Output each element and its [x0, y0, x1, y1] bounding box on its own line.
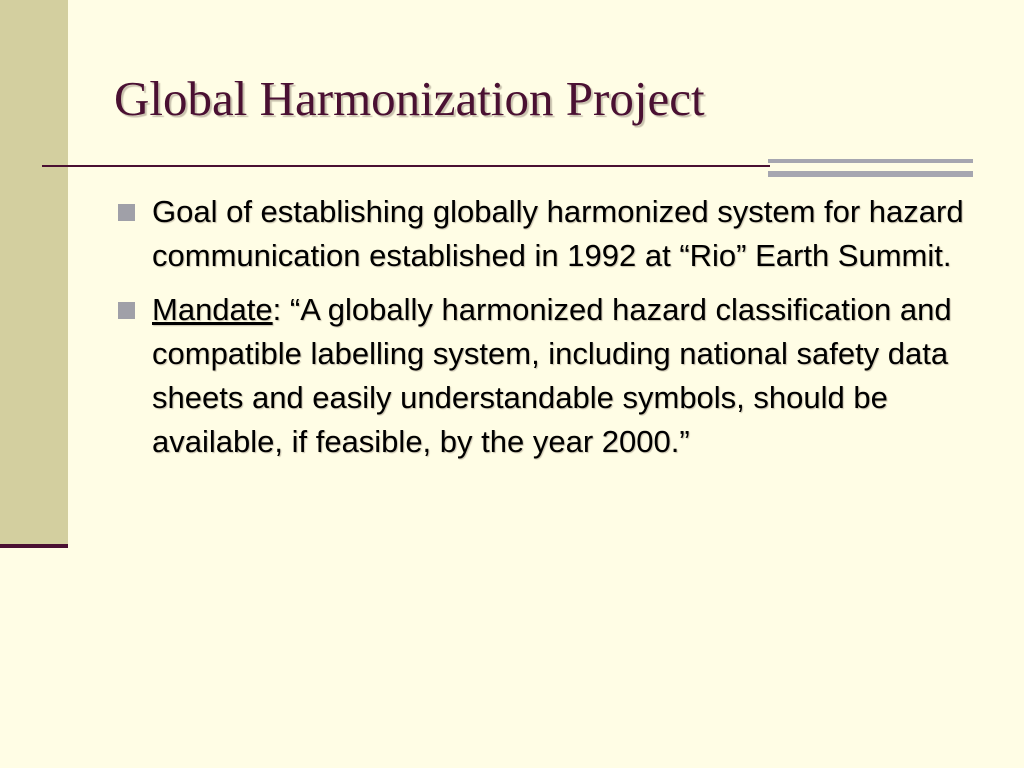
side-band [0, 0, 68, 544]
bullet-text: Goal of establishing globally harmonized system for hazard communication established in 1992 at “Rio” Earth Summit. [152, 194, 964, 273]
accent-bar-top [768, 159, 973, 163]
bullet-list [116, 190, 986, 474]
bullet-item-mandate [116, 288, 986, 464]
bullet-text: : “A globally harmonized hazard classification and compatible labelling system, including national safety data sheets and easily understandable symbols, should be available, if feasible, by the year 2000.” [152, 292, 952, 459]
slide-title: Global Harmonization Project [114, 71, 705, 126]
square-bullet-icon [118, 302, 135, 319]
bullet-item-goal [116, 190, 986, 278]
square-bullet-icon [118, 204, 135, 221]
accent-bar-bottom [768, 171, 973, 177]
title-divider [42, 165, 770, 167]
bullet-lead-term: Mandate [152, 292, 273, 327]
side-band-underline [0, 544, 68, 548]
